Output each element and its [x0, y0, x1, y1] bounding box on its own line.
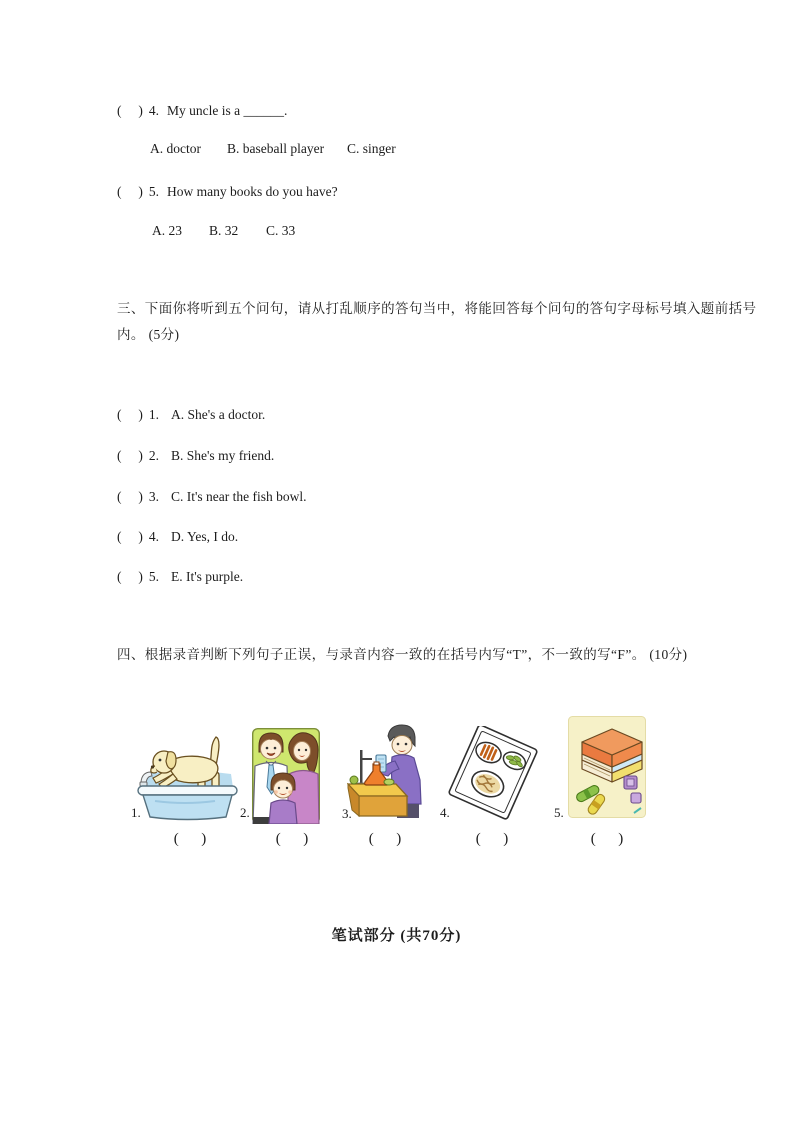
section-3-heading-line-1: 三、下面你将听到五个问句，请从打乱顺序的答句当中，将能回答每个问句的答句字母标号填入题前括号	[117, 301, 757, 316]
green-dish	[384, 779, 394, 785]
desk	[348, 784, 407, 816]
family-parents-and-child-icon	[252, 728, 320, 824]
answer-bracket: ( )	[117, 529, 143, 544]
tf-bracket-5: ( )	[590, 831, 624, 847]
answer-sentence: D. Yes, I do.	[171, 529, 239, 544]
answer-bracket: ( )	[117, 184, 143, 199]
question-4-option-b: B. baseball player	[227, 141, 325, 156]
tf-bracket-2: ( )	[275, 831, 309, 847]
picture-number-1: 1.	[131, 805, 141, 820]
item-number: 3.	[148, 489, 159, 504]
green-jar	[350, 776, 358, 784]
question-number: 4.	[148, 103, 159, 118]
answer-sentence: B. She's my friend.	[171, 448, 275, 463]
picture-number-3: 3.	[342, 806, 352, 821]
picture-number-5: 5.	[554, 805, 564, 820]
dog-drinking-in-bathtub-icon	[135, 722, 240, 822]
picture-family	[252, 728, 320, 824]
written-section-title: 笔试部分 (共70分)	[331, 928, 462, 944]
food-tray-three-dishes-icon	[448, 726, 538, 820]
picture-food-tray	[448, 726, 538, 820]
picture-books-crayons	[568, 716, 646, 818]
picture-number-2: 2.	[240, 805, 250, 820]
answer-bracket: ( )	[117, 407, 143, 422]
question-number: 5.	[148, 184, 159, 199]
picture-number-4: 4.	[440, 805, 450, 820]
question-5-option-a: A. 23	[152, 223, 182, 238]
answer-bracket: ( )	[117, 448, 143, 463]
question-4-option-c: C. singer	[347, 141, 396, 156]
tf-bracket-4: ( )	[475, 831, 509, 847]
picture-dog-bathtub	[135, 722, 240, 822]
answer-sentence: C. It's near the fish bowl.	[171, 489, 307, 504]
item-number: 1.	[148, 407, 159, 422]
question-text: How many books do you have?	[167, 184, 338, 199]
answer-bracket: ( )	[117, 489, 143, 504]
section-4-heading: 四、根据录音判断下列句子正误，与录音内容一致的在括号内写“T”，不一致的写“F”。 (10分)	[117, 647, 688, 662]
match-item-1	[117, 407, 265, 423]
answer-sentence: E. It's purple.	[171, 569, 244, 584]
question-4-stem	[117, 103, 287, 119]
answer-bracket: ( )	[117, 569, 143, 584]
question-text: My uncle is a ______.	[167, 103, 288, 118]
match-item-4	[117, 529, 238, 545]
picture-science-experiment	[347, 724, 427, 820]
question-5-option-b: B. 32	[209, 223, 239, 238]
section-3-heading-line-2: 内。 (5分)	[117, 327, 180, 342]
match-item-3	[117, 489, 307, 505]
item-number: 4.	[148, 529, 159, 544]
question-5-stem	[117, 184, 338, 200]
answer-bracket: ( )	[117, 103, 143, 118]
tf-bracket-3: ( )	[368, 831, 402, 847]
question-5-option-c: C. 33	[266, 223, 296, 238]
question-4-option-a: A. doctor	[150, 141, 201, 156]
boy-science-experiment-icon	[347, 724, 427, 820]
item-number: 2.	[148, 448, 159, 463]
stack-of-books-with-crayons-icon	[568, 716, 646, 818]
bathtub	[138, 786, 237, 820]
match-item-2	[117, 448, 274, 464]
match-item-5	[117, 569, 243, 585]
answer-sentence: A. She's a doctor.	[171, 407, 266, 422]
tf-bracket-1: ( )	[173, 831, 207, 847]
item-number: 5.	[148, 569, 159, 584]
purple-block-small	[631, 793, 641, 803]
